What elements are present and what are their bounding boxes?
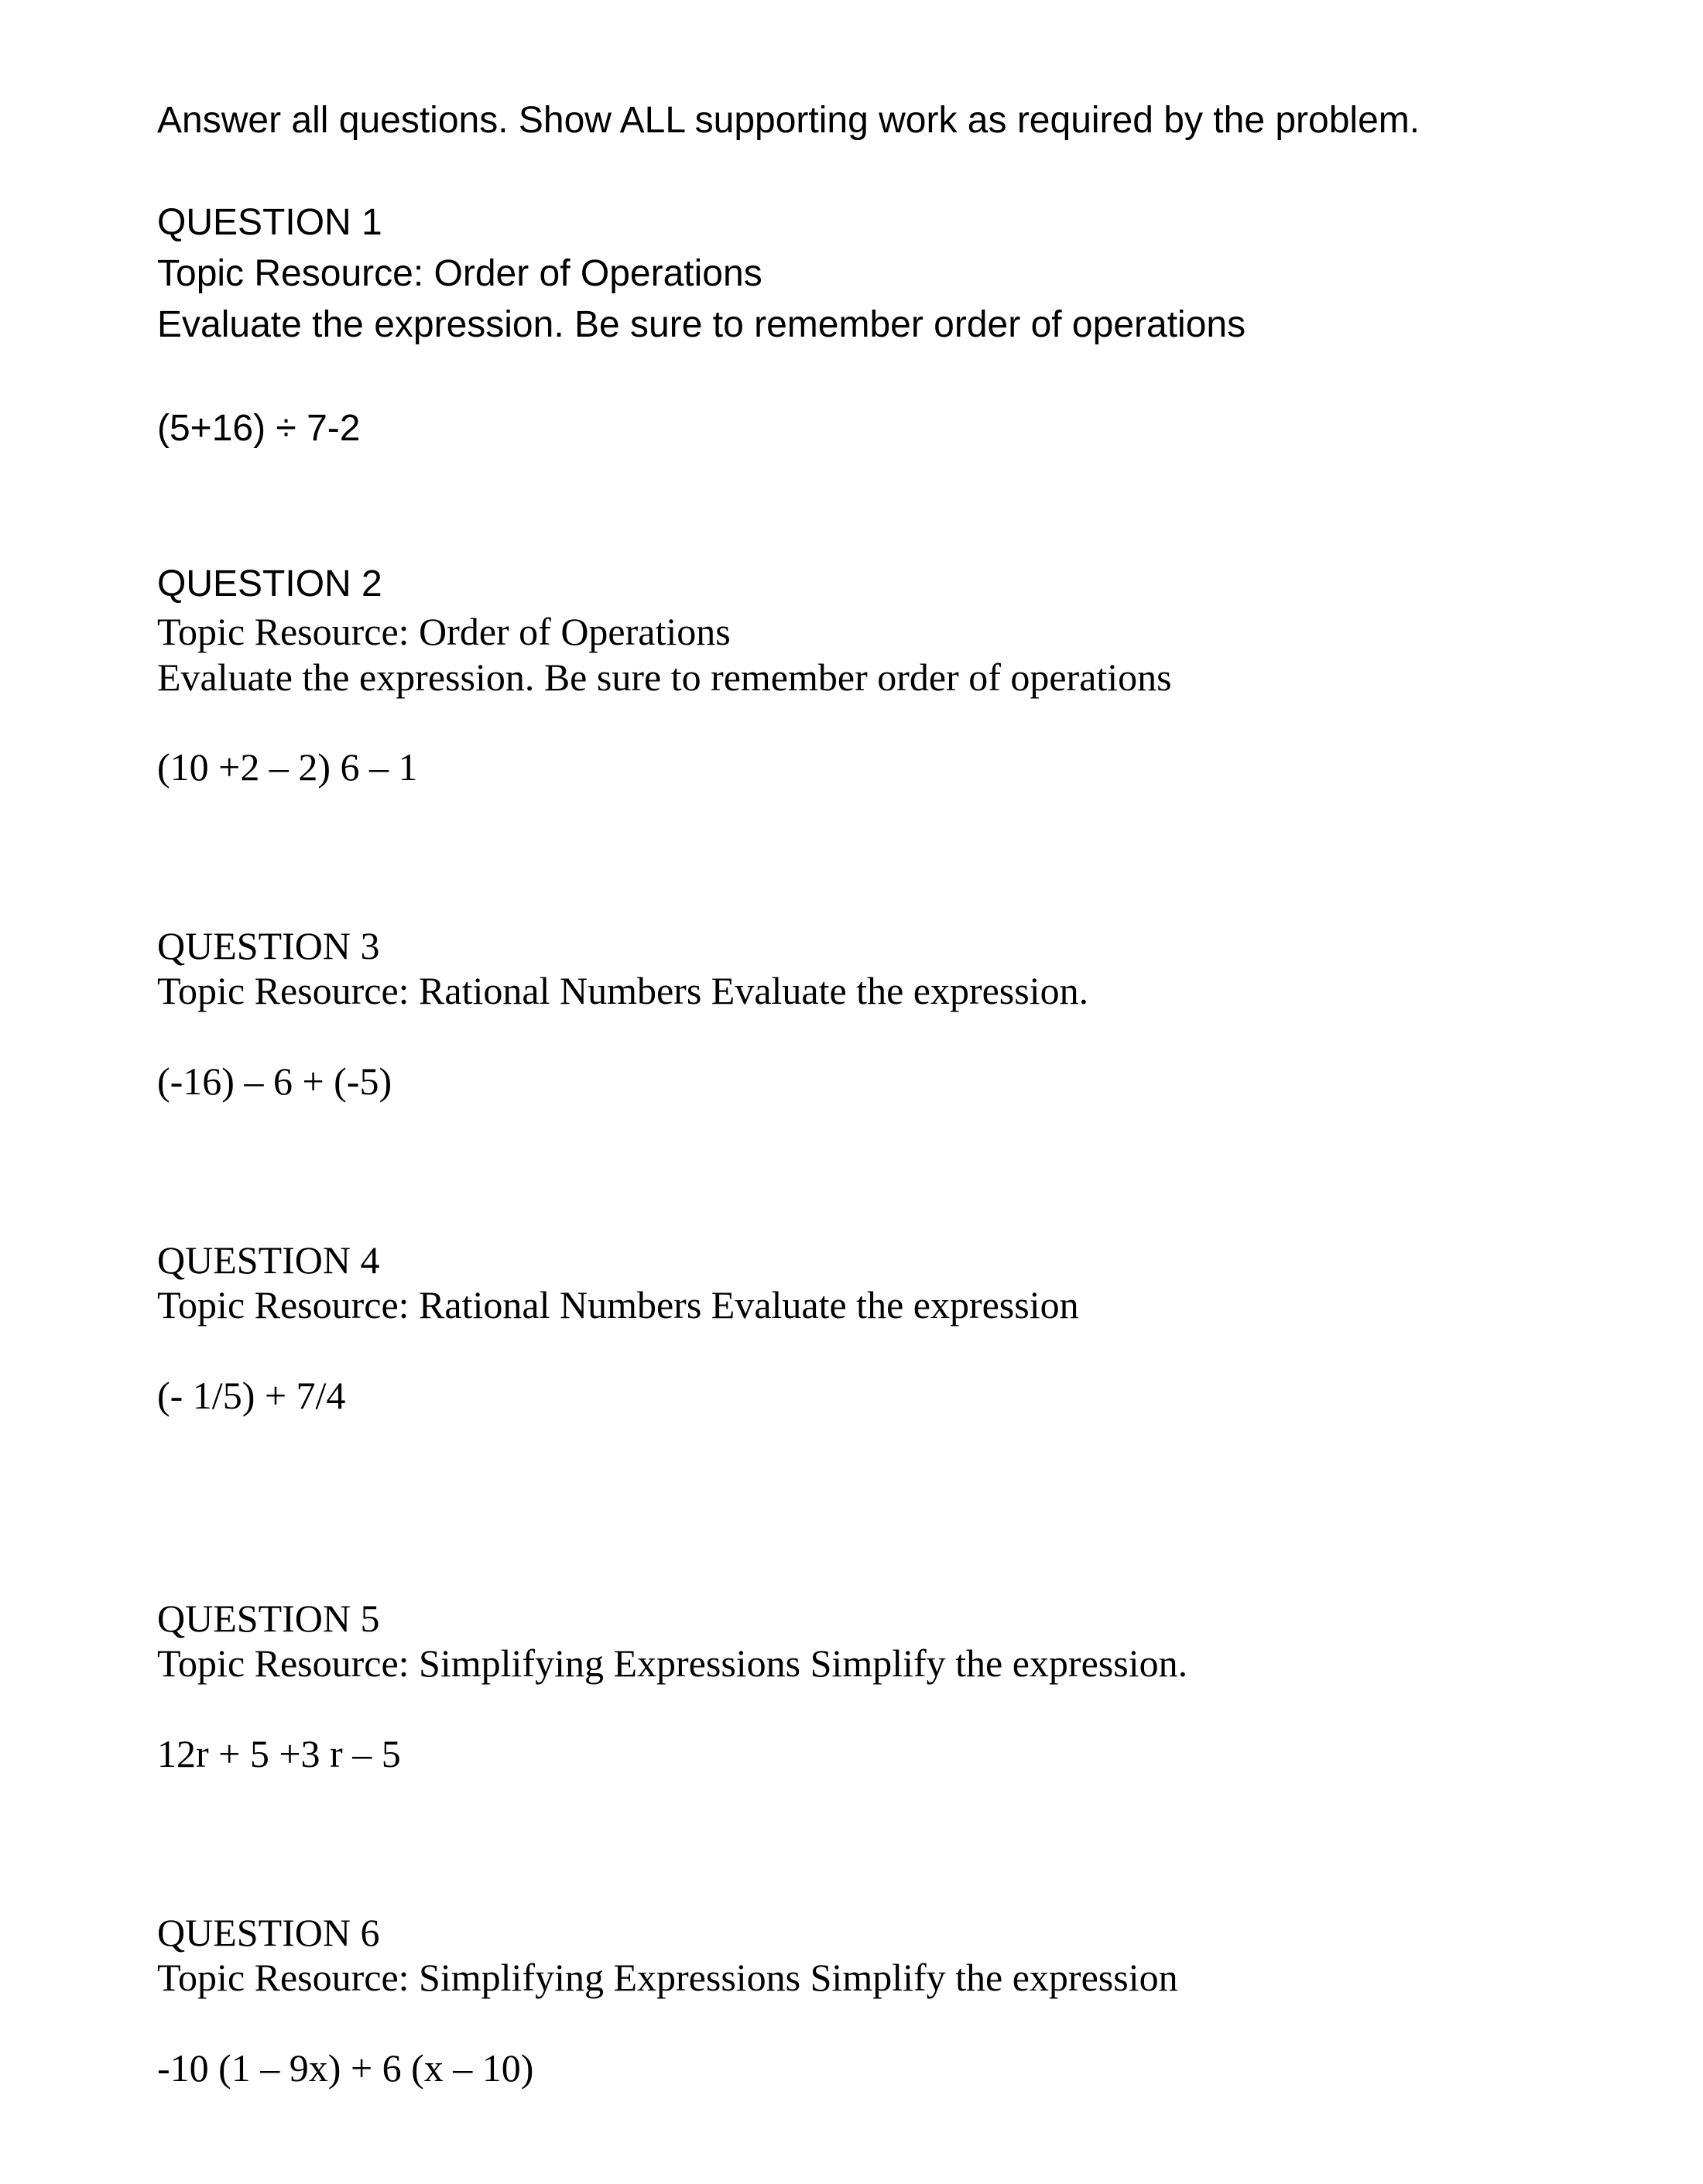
question-prompt: Evaluate the expression. Be sure to remember order of operations [157, 304, 1246, 345]
question-topic: Topic Resource: Order of Operations [157, 610, 731, 653]
question-expression: -10 (1 – 9x) + 6 (x – 10) [157, 2046, 534, 2090]
question-expression: (-16) – 6 + (-5) [157, 1059, 392, 1103]
question-topic: Topic Resource: Rational Numbers Evaluate the expression [157, 1283, 1079, 1326]
question-topic: Topic Resource: Simplifying Expressions Simplify the expression [157, 1956, 1178, 1999]
question-heading: QUESTION 2 [157, 563, 382, 604]
question-expression: (5+16) ÷ 7-2 [157, 408, 361, 449]
question-heading: QUESTION 1 [157, 202, 382, 243]
question-expression: (10 +2 – 2) 6 – 1 [157, 745, 418, 789]
question-prompt: Evaluate the expression. Be sure to remember order of operations [157, 656, 1172, 699]
question-topic: Topic Resource: Simplifying Expressions Simplify the expression. [157, 1641, 1188, 1685]
question-heading: QUESTION 4 [157, 1238, 380, 1282]
question-heading: QUESTION 6 [157, 1911, 380, 1954]
question-heading: QUESTION 3 [157, 924, 380, 967]
question-topic: Topic Resource: Rational Numbers Evaluate the expression. [157, 969, 1089, 1012]
question-expression: 12r + 5 +3 r – 5 [157, 1732, 401, 1775]
question-expression: (- 1/5) + 7/4 [157, 1374, 346, 1417]
question-heading: QUESTION 5 [157, 1597, 380, 1640]
question-topic: Topic Resource: Order of Operations [157, 253, 762, 294]
instructions: Answer all questions. Show ALL supporting work as required by the problem. [157, 100, 1420, 141]
